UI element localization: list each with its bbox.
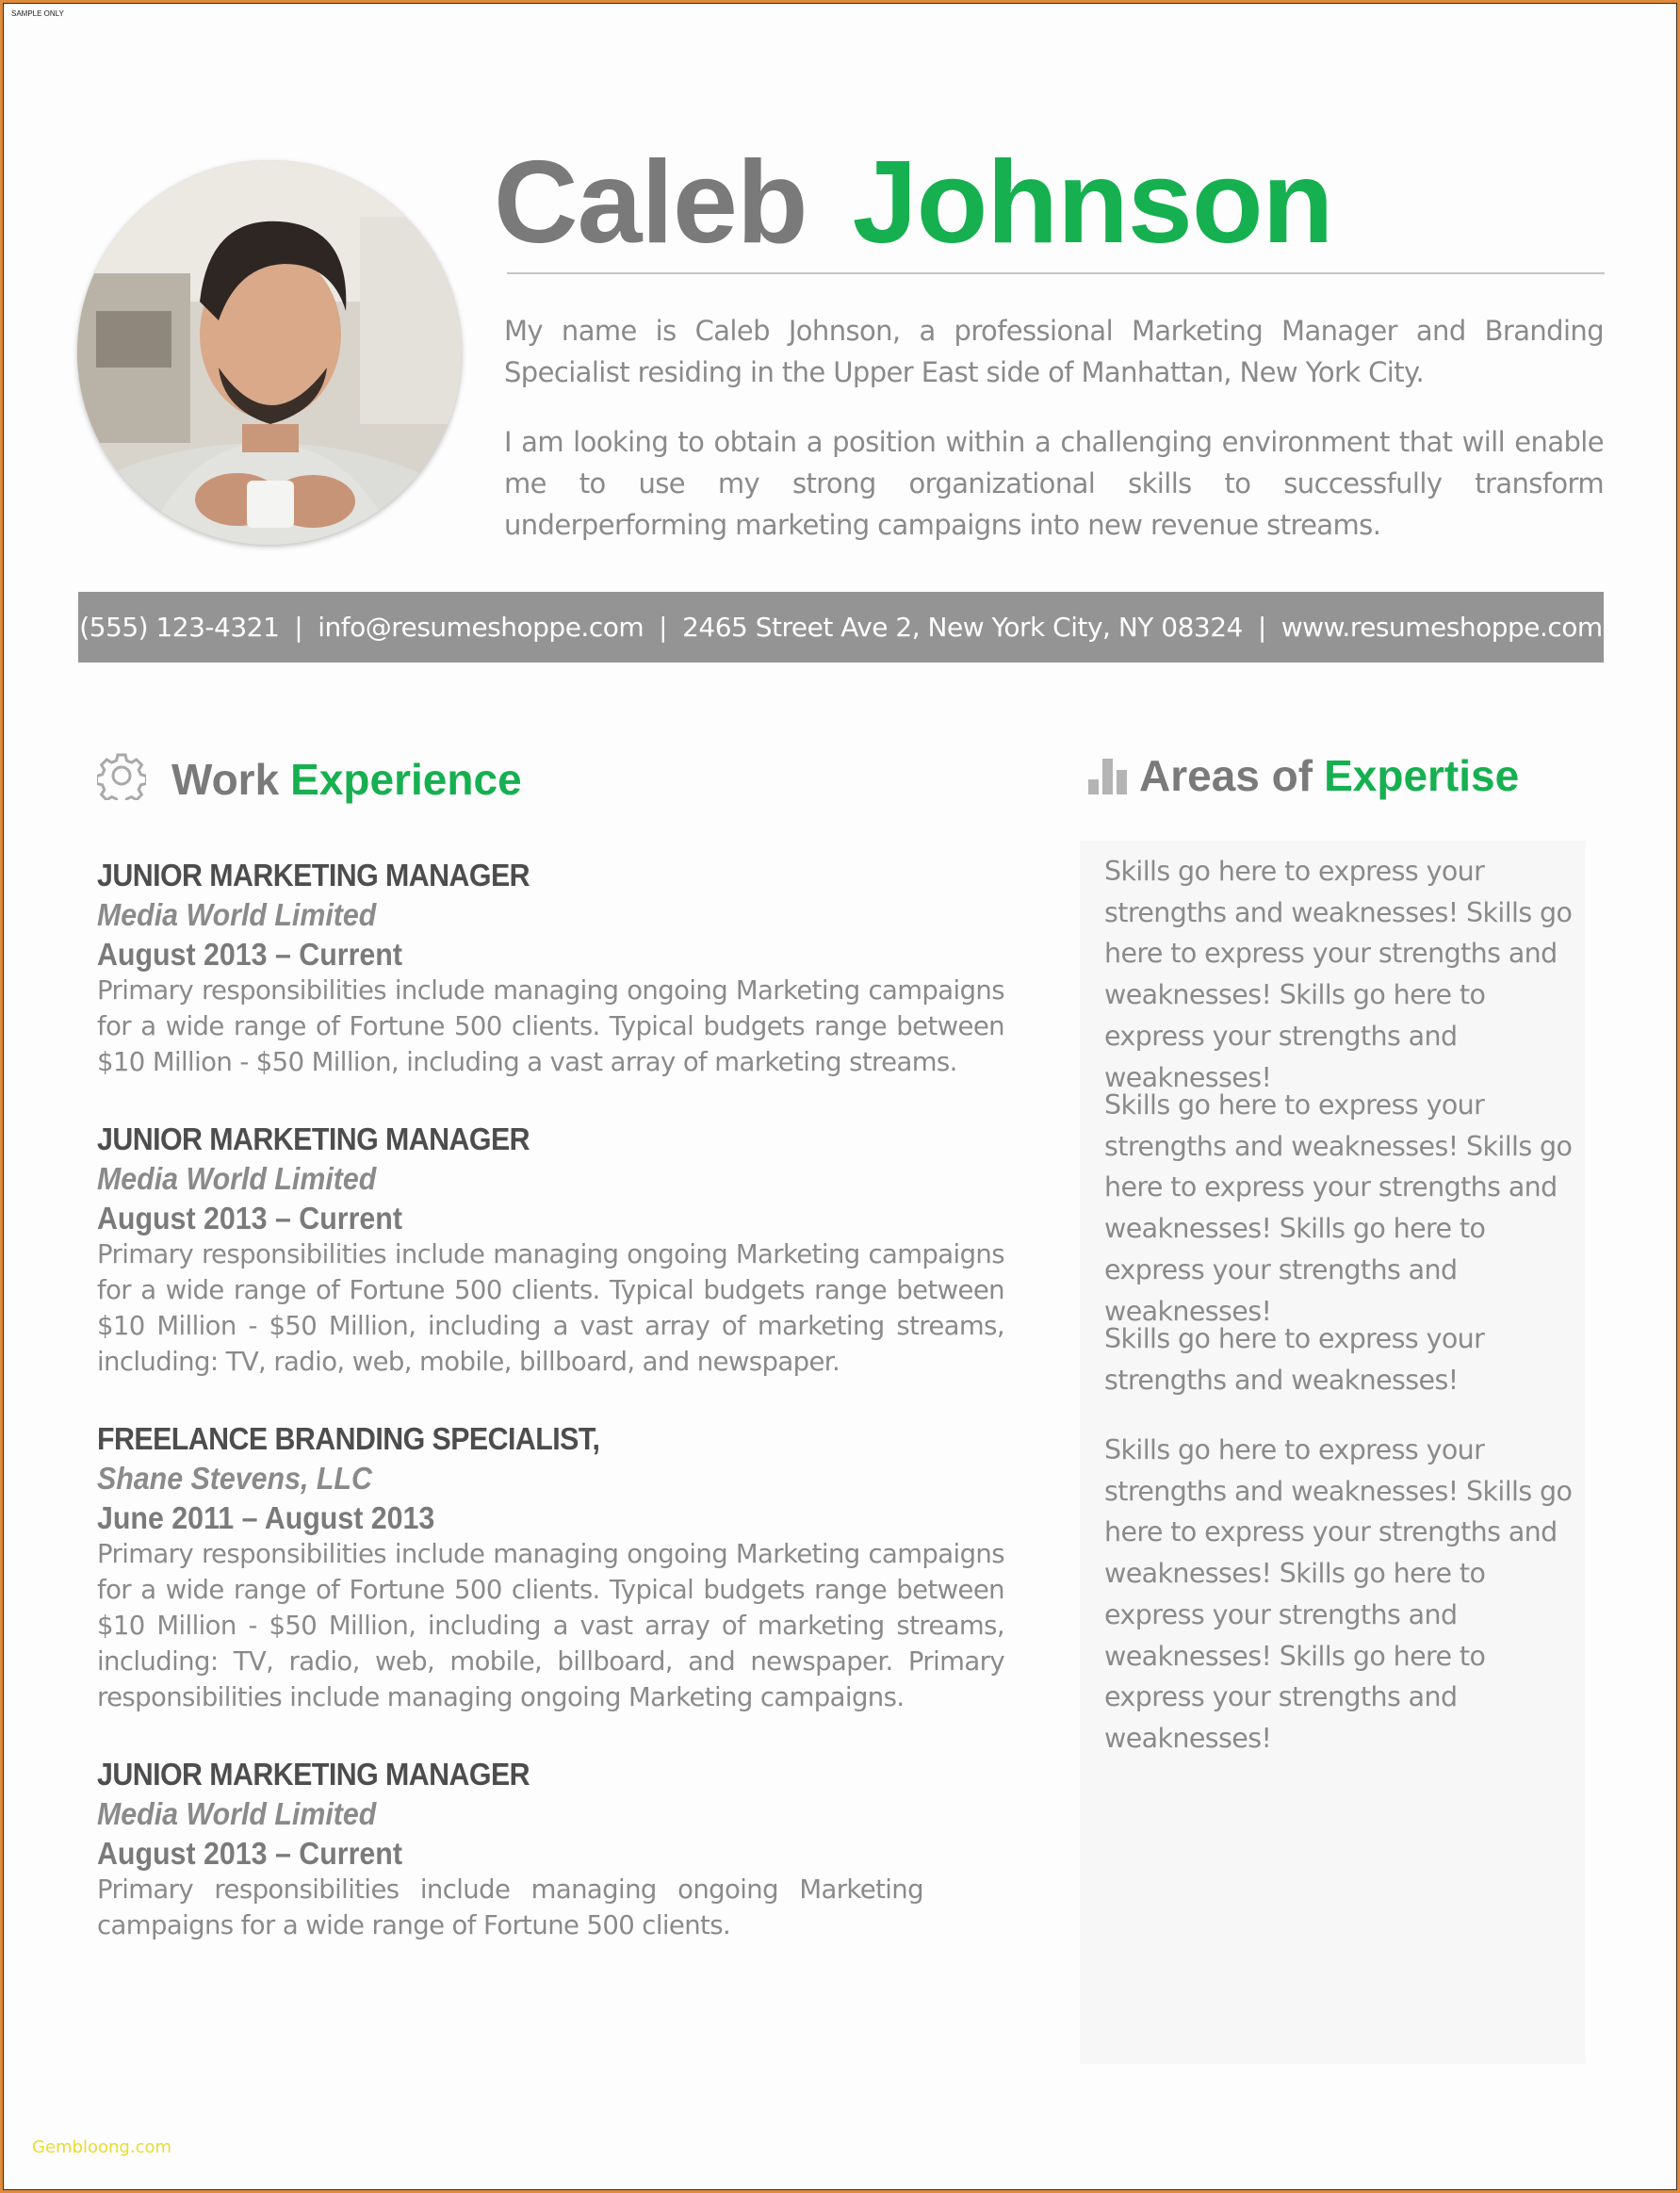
job-company: Shane Stevens, LLC: [97, 1461, 372, 1496]
job-description: Primary responsibilities include managing ongoing Marketing campaigns for a wide range of Fortune 500 clients.: [97, 1874, 923, 1940]
contact-separator: |: [1257, 612, 1266, 643]
expertise-heading-part2: Expertise: [1324, 751, 1520, 800]
skill-paragraph: Skills go here to express your strengths and weaknesses! Skills go here to express your strengths and weaknesses! Skills go here to express your strengths and weaknesses! Skills go here to express your strengths and weaknesses!: [1104, 1434, 1573, 1754]
job-company: Media World Limited: [97, 1161, 377, 1196]
intro-paragraph-1: My name is Caleb Johnson, a professional Marketing Manager and Branding Specialist residing in the Upper East side of Manhattan, New York City.: [504, 315, 1604, 388]
contact-website[interactable]: www.resumeshoppe.com: [1280, 612, 1603, 643]
job-dates: August 2013 – Current: [97, 1201, 402, 1236]
job-title: JUNIOR MARKETING MANAGER: [97, 858, 530, 892]
first-name: Caleb: [494, 138, 807, 268]
work-experience-heading: [171, 754, 522, 805]
skill-paragraph: Skills go here to express your strengths and weaknesses! Skills go here to express your strengths and weaknesses! Skills go here to express your strengths and weaknesses!: [1104, 856, 1573, 1093]
contact-bar: [78, 592, 1604, 663]
job-entry: [97, 1755, 1004, 1943]
job-company: Media World Limited: [97, 897, 377, 932]
job-description: Primary responsibilities include managing ongoing Marketing campaigns for a wide range of Fortune 500 clients. Typical budgets range between $10 Million - $50 Million, including a vast array of marketing streams, including: TV, radio, web, mobile, billboard, and newspaper. Primary responsibilities include managing ongoing Marketing campaigns.: [97, 1539, 1004, 1712]
skill-paragraph: Skills go here to express your strengths and weaknesses! Skills go here to express your strengths and weaknesses! Skills go here to express your strengths and weaknesses!: [1104, 1089, 1573, 1327]
job-description: Primary responsibilities include managing ongoing Marketing campaigns for a wide range of Fortune 500 clients. Typical budgets range between $10 Million - $50 Million, including a vast array of marketing streams, including: TV, radio, web, mobile, billboard, and newspaper.: [97, 1239, 1004, 1377]
watermark: Gembloong.com: [32, 2137, 172, 2157]
expertise-heading-part1: Areas of: [1139, 751, 1313, 800]
skill-paragraph: Skills go here to express your strengths and weaknesses!: [1104, 1323, 1485, 1396]
gear-icon: [97, 751, 146, 800]
areas-of-expertise-heading: [1139, 750, 1519, 801]
job-company: Media World Limited: [97, 1796, 377, 1831]
job-title: JUNIOR MARKETING MANAGER: [97, 1121, 530, 1156]
job-title: FREELANCE BRANDING SPECIALIST,: [97, 1421, 600, 1456]
name-divider: [507, 272, 1605, 274]
contact-phone: (555) 123-4321: [79, 612, 280, 643]
job-dates: August 2013 – Current: [97, 937, 402, 972]
job-entry: [97, 1120, 1004, 1380]
work-heading-part2: Experience: [290, 755, 522, 804]
job-dates: June 2011 – August 2013: [97, 1500, 435, 1535]
candidate-name: [494, 132, 1332, 273]
contact-separator: |: [659, 612, 668, 643]
last-name: Johnson: [852, 138, 1333, 268]
sample-tag: SAMPLE ONLY: [11, 9, 64, 18]
contact-address: 2465 Street Ave 2, New York City, NY 08324: [682, 612, 1243, 643]
intro-paragraph-2: I am looking to obtain a position within a challenging environment that will enable me to use my strong organizational skills to successfully transform underperforming marketing campaigns into new revenue streams.: [504, 426, 1604, 541]
contact-email[interactable]: info@resumeshoppe.com: [318, 612, 644, 643]
contact-separator: |: [294, 612, 303, 643]
job-entry: [97, 856, 1004, 1080]
bar-chart-icon: [1088, 759, 1128, 794]
work-heading-part1: Work: [171, 755, 280, 804]
avatar: [77, 160, 462, 545]
profile-photo: [77, 160, 462, 545]
job-dates: August 2013 – Current: [97, 1836, 402, 1871]
job-description: Primary responsibilities include managing ongoing Marketing campaigns for a wide range of Fortune 500 clients. Typical budgets range between $10 Million - $50 Million, including a vast array of marketing streams.: [97, 975, 1004, 1077]
job-entry: [97, 1419, 1004, 1715]
job-title: JUNIOR MARKETING MANAGER: [97, 1757, 530, 1792]
